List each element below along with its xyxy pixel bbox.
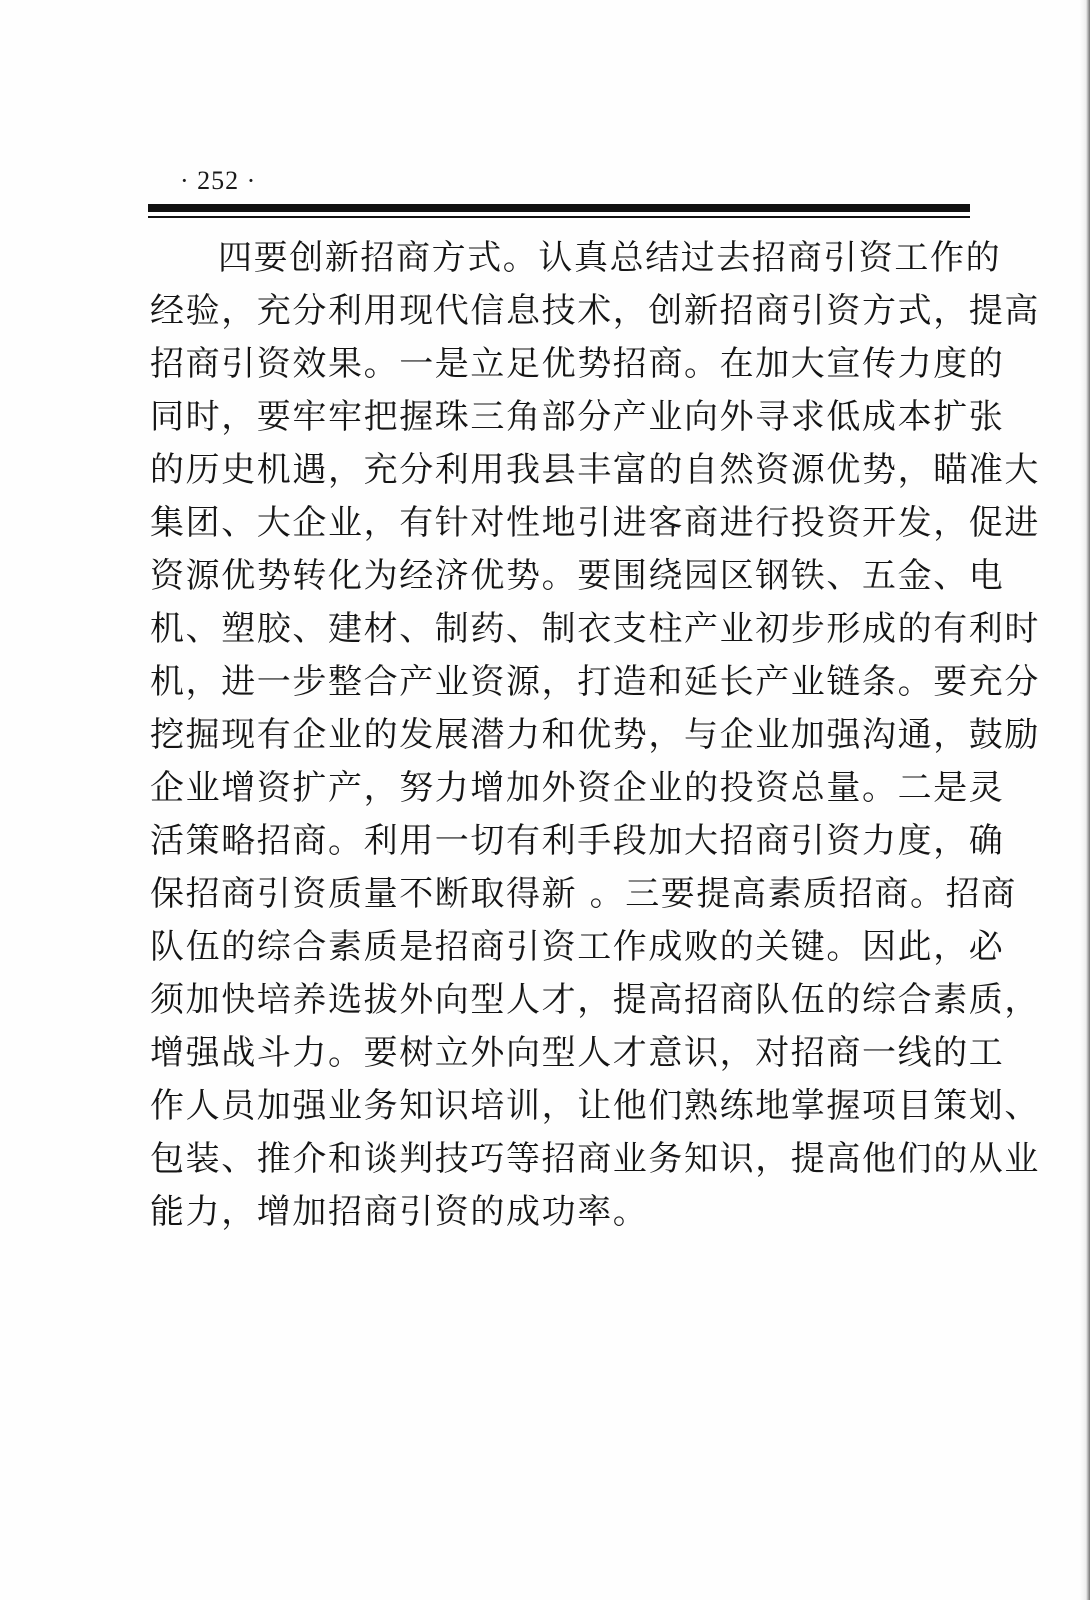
text-line: 能力，增加招商引资的成功率。 (150, 1192, 649, 1232)
text-line: 挖掘现有企业的发展潜力和优势，与企业加强沟通，鼓励 (150, 715, 1040, 755)
text-line: 机，进一步整合产业资源，打造和延长产业链条。要充分 (150, 662, 1040, 702)
text-line: 活策略招商。利用一切有利手段加大招商引资力度，确 (150, 821, 1005, 861)
body-paragraph (150, 232, 1040, 1239)
text-line: 须加快培养选拔外向型人才，提高招商队伍的综合素质， (150, 980, 1040, 1020)
page-edge-shadow (1080, 0, 1090, 1600)
text-line: 的历史机遇，充分利用我县丰富的自然资源优势，瞄准大 (150, 450, 1040, 490)
text-line: 增强战斗力。要树立外向型人才意识，对招商一线的工 (150, 1033, 1005, 1073)
header-rule-thin (148, 216, 970, 218)
text-line: 四要创新招商方式。认真总结过去招商引资工作的 (218, 238, 1002, 278)
text-line: 资源优势转化为经济优势。要围绕园区钢铁、五金、电 (150, 556, 1005, 596)
text-line: 作人员加强业务知识培训，让他们熟练地掌握项目策划、 (150, 1086, 1040, 1126)
text-line: 经验，充分利用现代信息技术，创新招商引资方式，提高 (150, 291, 1040, 331)
text-line: 机、塑胶、建材、制药、制衣支柱产业初步形成的有利时 (150, 609, 1040, 649)
page-number: · 252 · (180, 166, 257, 195)
text-line: 同时，要牢牢把握珠三角部分产业向外寻求低成本扩张 (150, 397, 1005, 437)
text-line: 集团、大企业，有针对性地引进客商进行投资开发，促进 (150, 503, 1040, 543)
header-rule-thick (148, 204, 970, 212)
text-line: 招商引资效果。一是立足优势招商。在加大宣传力度的 (150, 344, 1005, 384)
text-line: 保招商引资质量不断取得新 。三要提高素质招商。招商 (150, 874, 1017, 914)
text-line: 企业增资扩产，努力增加外资企业的投资总量。二是灵 (150, 768, 1005, 808)
text-line: 包装、推介和谈判技巧等招商业务知识，提高他们的从业 (150, 1139, 1040, 1179)
text-line: 队伍的综合素质是招商引资工作成败的关键。因此，必 (150, 927, 1005, 967)
